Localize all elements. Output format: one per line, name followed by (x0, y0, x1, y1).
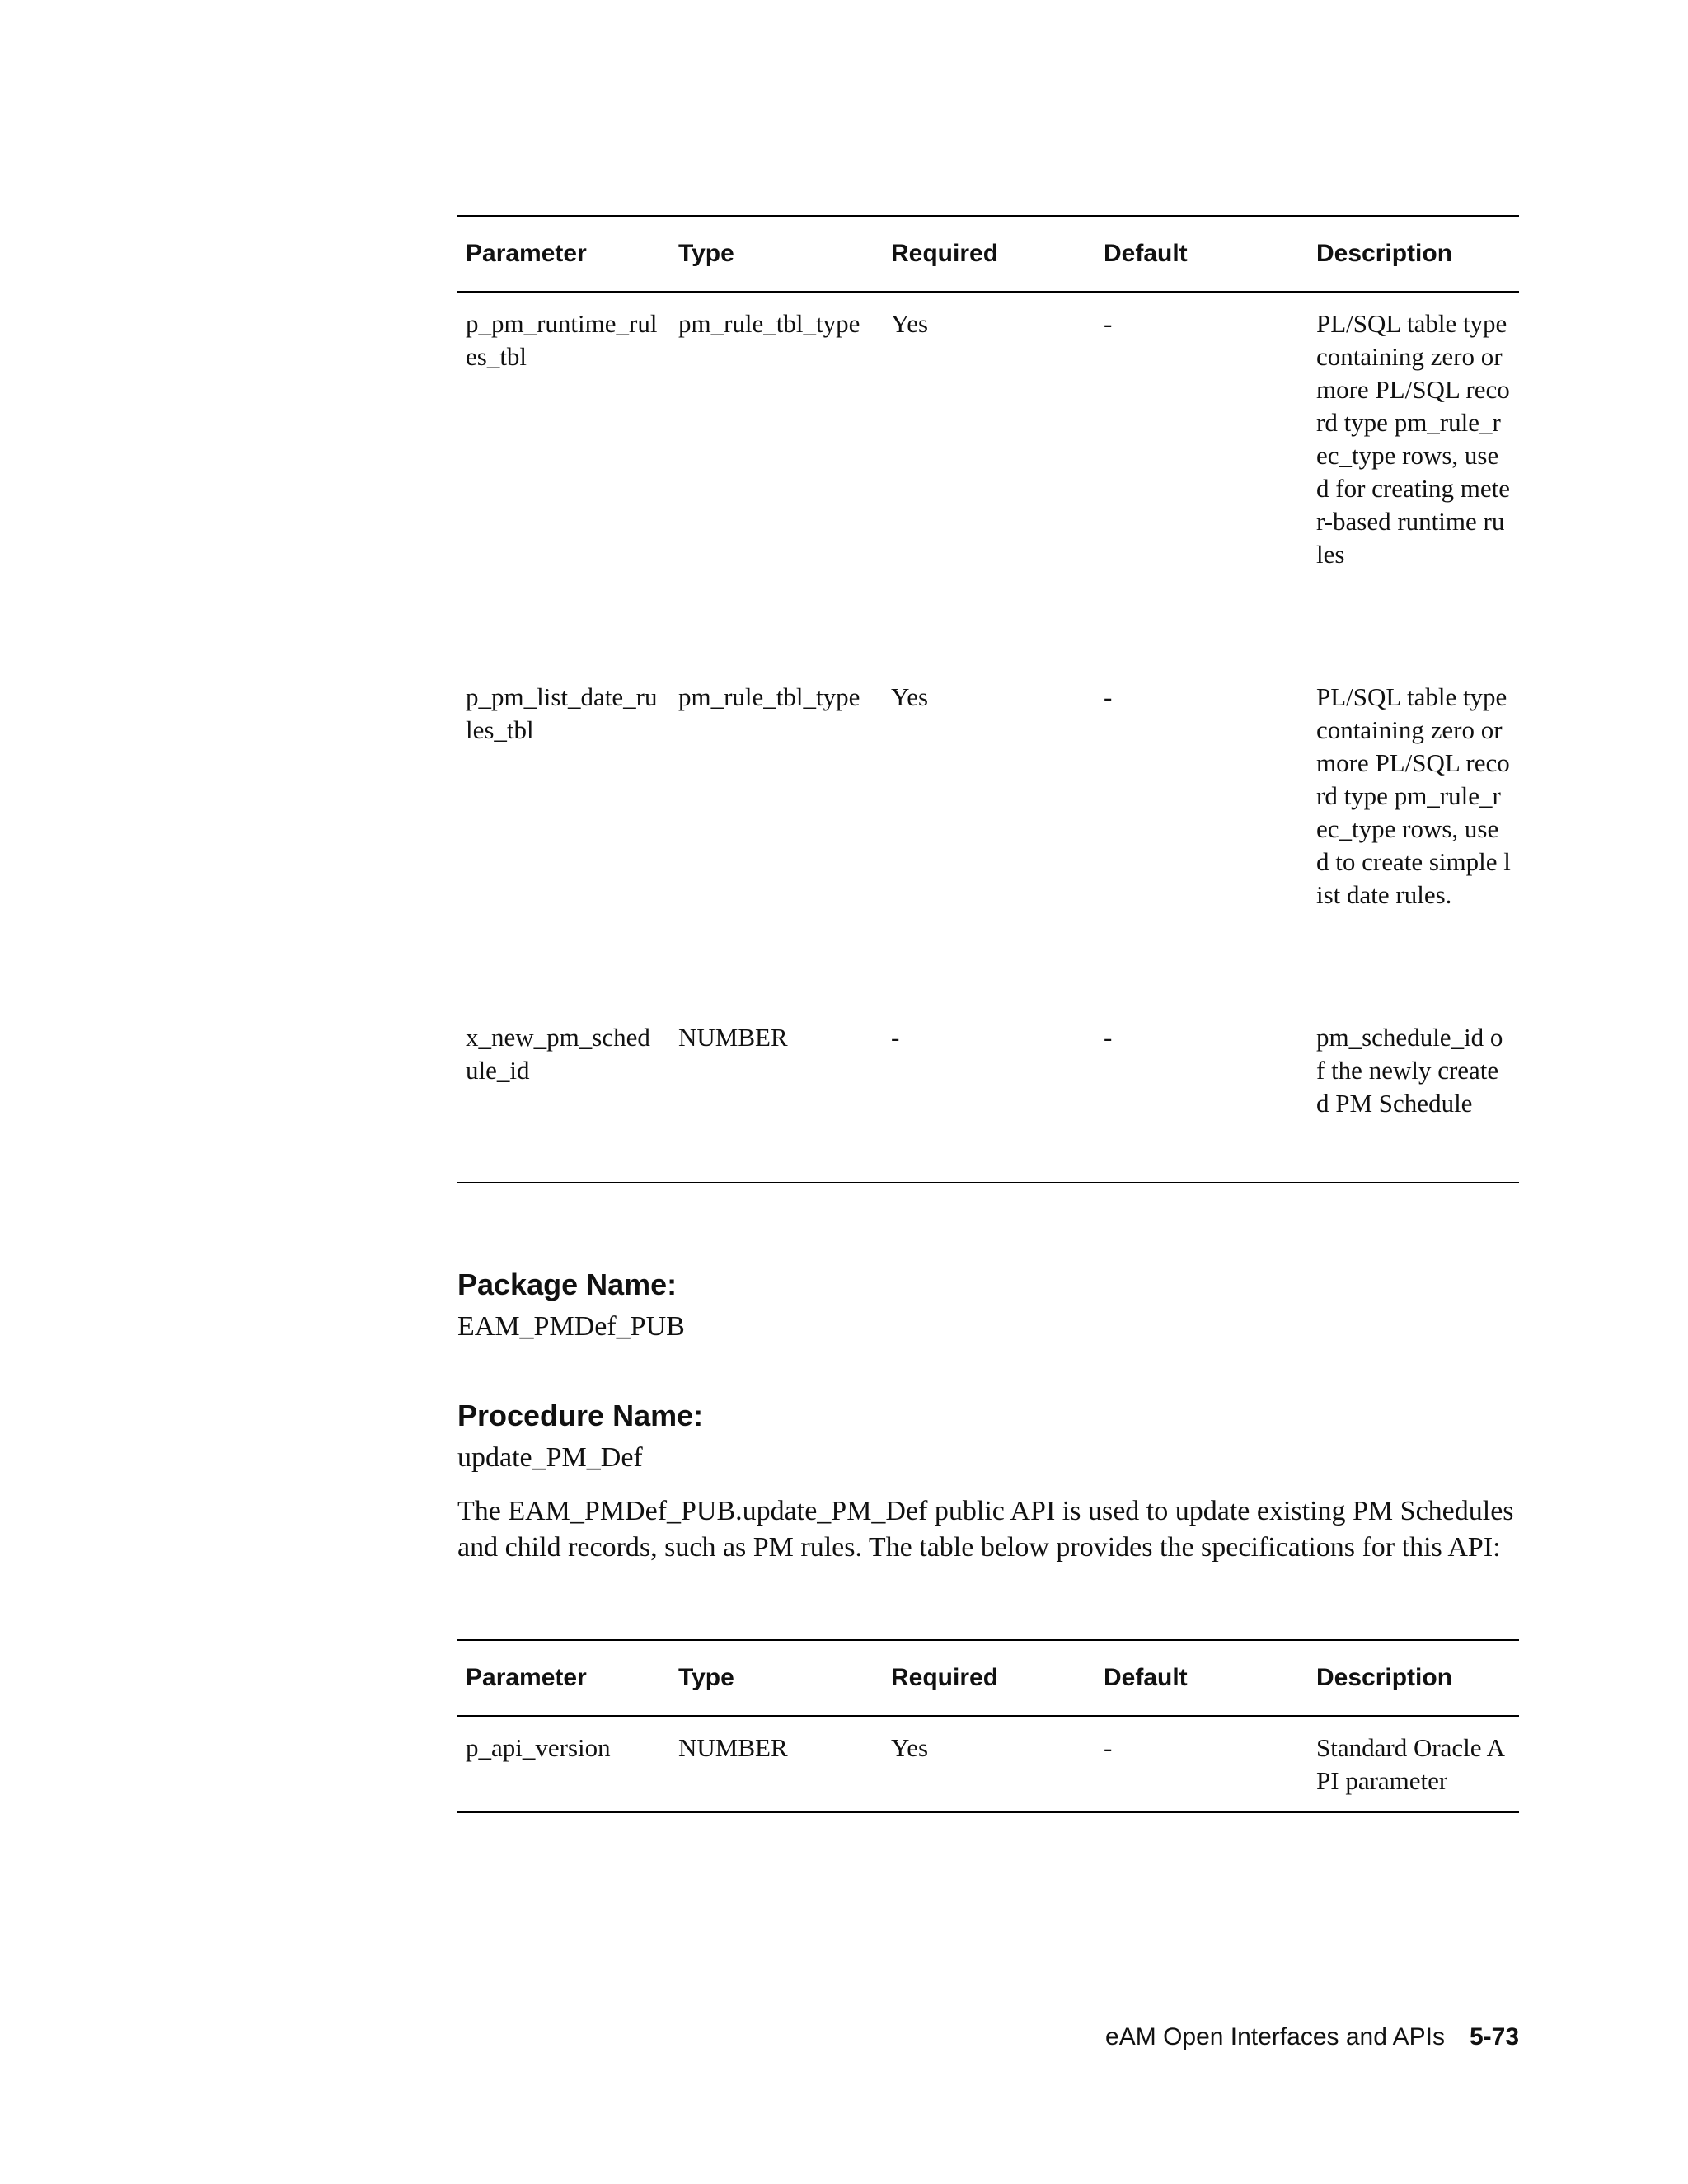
table-header-row (457, 1640, 1519, 1716)
procedure-description: The EAM_PMDef_PUB.update_PM_Def public API is used to update existing PM Schedules and child records, such as PM rules. The table below provides the specifications for this API: (457, 1496, 1514, 1563)
table-row (457, 1716, 1519, 1812)
cell-default: - (1104, 309, 1113, 338)
cell-type: pm_rule_tbl_type (678, 309, 860, 338)
cell-type: pm_rule_tbl_type (678, 682, 860, 711)
header-description: Description (1316, 1664, 1453, 1691)
cell-parameter: p_pm_runtime_rules_tbl (466, 309, 658, 371)
footer-title: eAM Open Interfaces and APIs (1105, 2023, 1445, 2050)
cell-default: - (1095, 1006, 1308, 1183)
header-parameter: Parameter (466, 240, 587, 267)
page-footer (1105, 2023, 1519, 2051)
cell-description: PL/SQL table type containing zero or more PL/SQL record type pm_rule_rec_type rows, used to create simple list date rules. (1316, 682, 1511, 909)
procedure-name: update_PM_Def (457, 1442, 643, 1473)
parameter-table-create (457, 215, 1519, 1183)
cell-description: PL/SQL table type containing zero or more PL/SQL record type pm_rule_rec_type rows, used for creating meter-based runtime rules (1316, 309, 1510, 569)
cell-parameter: p_pm_list_date_rules_tbl (466, 682, 658, 744)
cell-description: Standard Oracle API parameter (1308, 1716, 1519, 1812)
header-type: Type (678, 1664, 734, 1691)
header-required: Required (891, 1664, 999, 1691)
cell-required: - (883, 1006, 1095, 1183)
table-row (457, 292, 1519, 666)
page-number: 5-73 (1469, 2023, 1519, 2050)
cell-default: - (1104, 682, 1113, 711)
table-row (457, 1006, 1519, 1183)
cell-parameter: p_api_version (457, 1716, 670, 1812)
header-description: Description (1316, 240, 1453, 267)
table-header-row (457, 216, 1519, 292)
procedure-name-heading: Procedure Name: (457, 1399, 704, 1432)
package-name: EAM_PMDef_PUB (457, 1311, 685, 1342)
header-default: Default (1104, 240, 1188, 267)
table-row (457, 666, 1519, 1006)
header-default: Default (1104, 1664, 1188, 1691)
cell-required: Yes (891, 309, 929, 338)
package-name-heading: Package Name: (457, 1268, 678, 1301)
parameter-table-update (457, 1639, 1519, 1813)
cell-default: - (1095, 1716, 1308, 1812)
cell-description: pm_schedule_id of the newly created PM Schedule (1308, 1006, 1519, 1183)
header-type: Type (678, 240, 734, 267)
header-parameter: Parameter (466, 1664, 587, 1691)
cell-required: Yes (891, 682, 929, 711)
cell-type: NUMBER (670, 1006, 883, 1183)
cell-required: Yes (883, 1716, 1095, 1812)
header-required: Required (891, 240, 999, 267)
cell-type: NUMBER (670, 1716, 883, 1812)
cell-parameter: x_new_pm_schedule_id (457, 1006, 670, 1183)
